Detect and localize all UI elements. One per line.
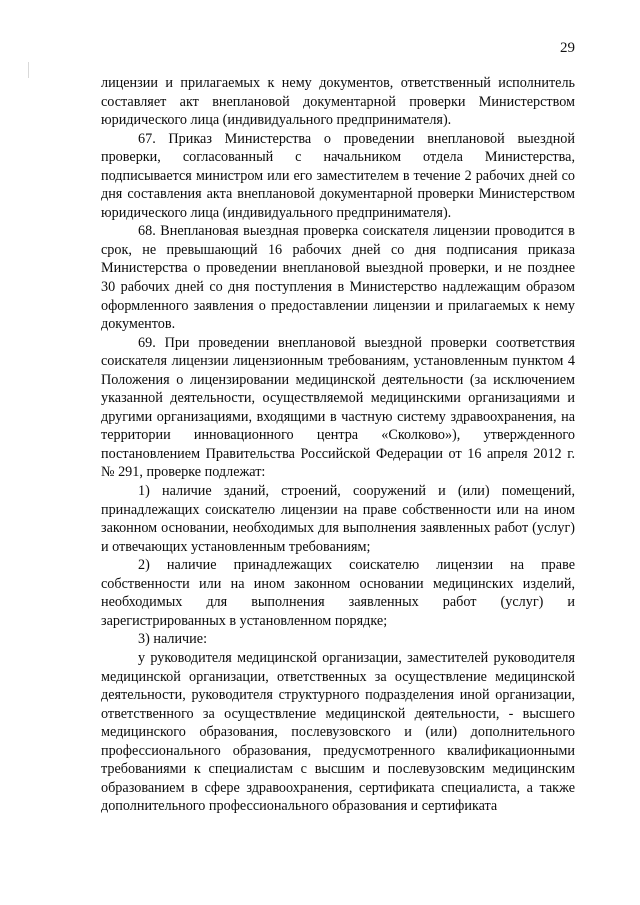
list-item-1: 1) наличие зданий, строений, сооружений и (или) помещений, принадлежащих соискателю лицензии на праве собственности или на ином законном основании, необходимых для выполнения заявленных работ (услуг) и отвечающих установленным требованиям; <box>101 483 575 555</box>
document-body <box>101 74 575 816</box>
paragraph-68: 68. Внеплановая выездная проверка соискателя лицензии проводится в срок, не превышающий 16 рабочих дней со дня подписания приказа Министерства о проведении внеплановой выездной проверки, и не позднее 30 рабочих дней со дня поступления в Министерство надлежащим образом оформленного заявления о предоставлении лицензии и прилагаемых к нему документов. <box>101 223 575 333</box>
paragraph-67: 67. Приказ Министерства о проведении внеплановой выездной проверки, согласованный с начальником отдела Министерства, подписывается министром или его заместителем в течение 2 рабочих дней со дня составления акта внеплановой документарной проверки Министерством юридического лица (индивидуального предпринимателя). <box>101 130 575 221</box>
page-number: 29 <box>560 40 575 56</box>
paragraph-requirements: у руководителя медицинской организации, заместителей руководителя медицинской организации, ответственных за осуществление медицинской деятельности, руководителя структурного подразделения иной организации, ответственного за осуществление медицинской деятельности, - высшего медицинского образования, послевузовского и (или) дополнительного профессионального образования, предусмотренного квалификационными требованиями к специалистам с высшим и послевузовским медицинским образованием в сфере здравоохранения, сертификата специалиста, а также дополнительного профессионального образования и сертификата <box>101 649 575 815</box>
list-item-2: 2) наличие принадлежащих соискателю лицензии на праве собственности или на ином законном основании медицинских изделий, необходимых для выполнения заявленных работ (услуг) и зарегистрированных в установленном порядке; <box>101 557 575 629</box>
paragraph-continuation: лицензии и прилагаемых к нему документов, ответственный исполнитель составляет акт внеплановой документарной проверки Министерством юридического лица (индивидуального предпринимателя). <box>101 75 575 129</box>
list-item-3: 3) наличие: <box>138 631 208 648</box>
scan-edge-mark <box>28 62 29 78</box>
paragraph-69: 69. При проведении внеплановой выездной проверки соответствия соискателя лицензии лицензионным требованиям, установленным пунктом 4 Положения о лицензировании медицинской деятельности (за исключением указанной деятельности, осуществляемой медицинскими организациями и другими организациями, входящими в частную систему здравоохранения, на территории инновационного центра «Сколково»), утвержденного постановлением Правительства Российской Федерации от 16 апреля 2012 г. № 291, проверке подлежат: <box>101 334 575 481</box>
